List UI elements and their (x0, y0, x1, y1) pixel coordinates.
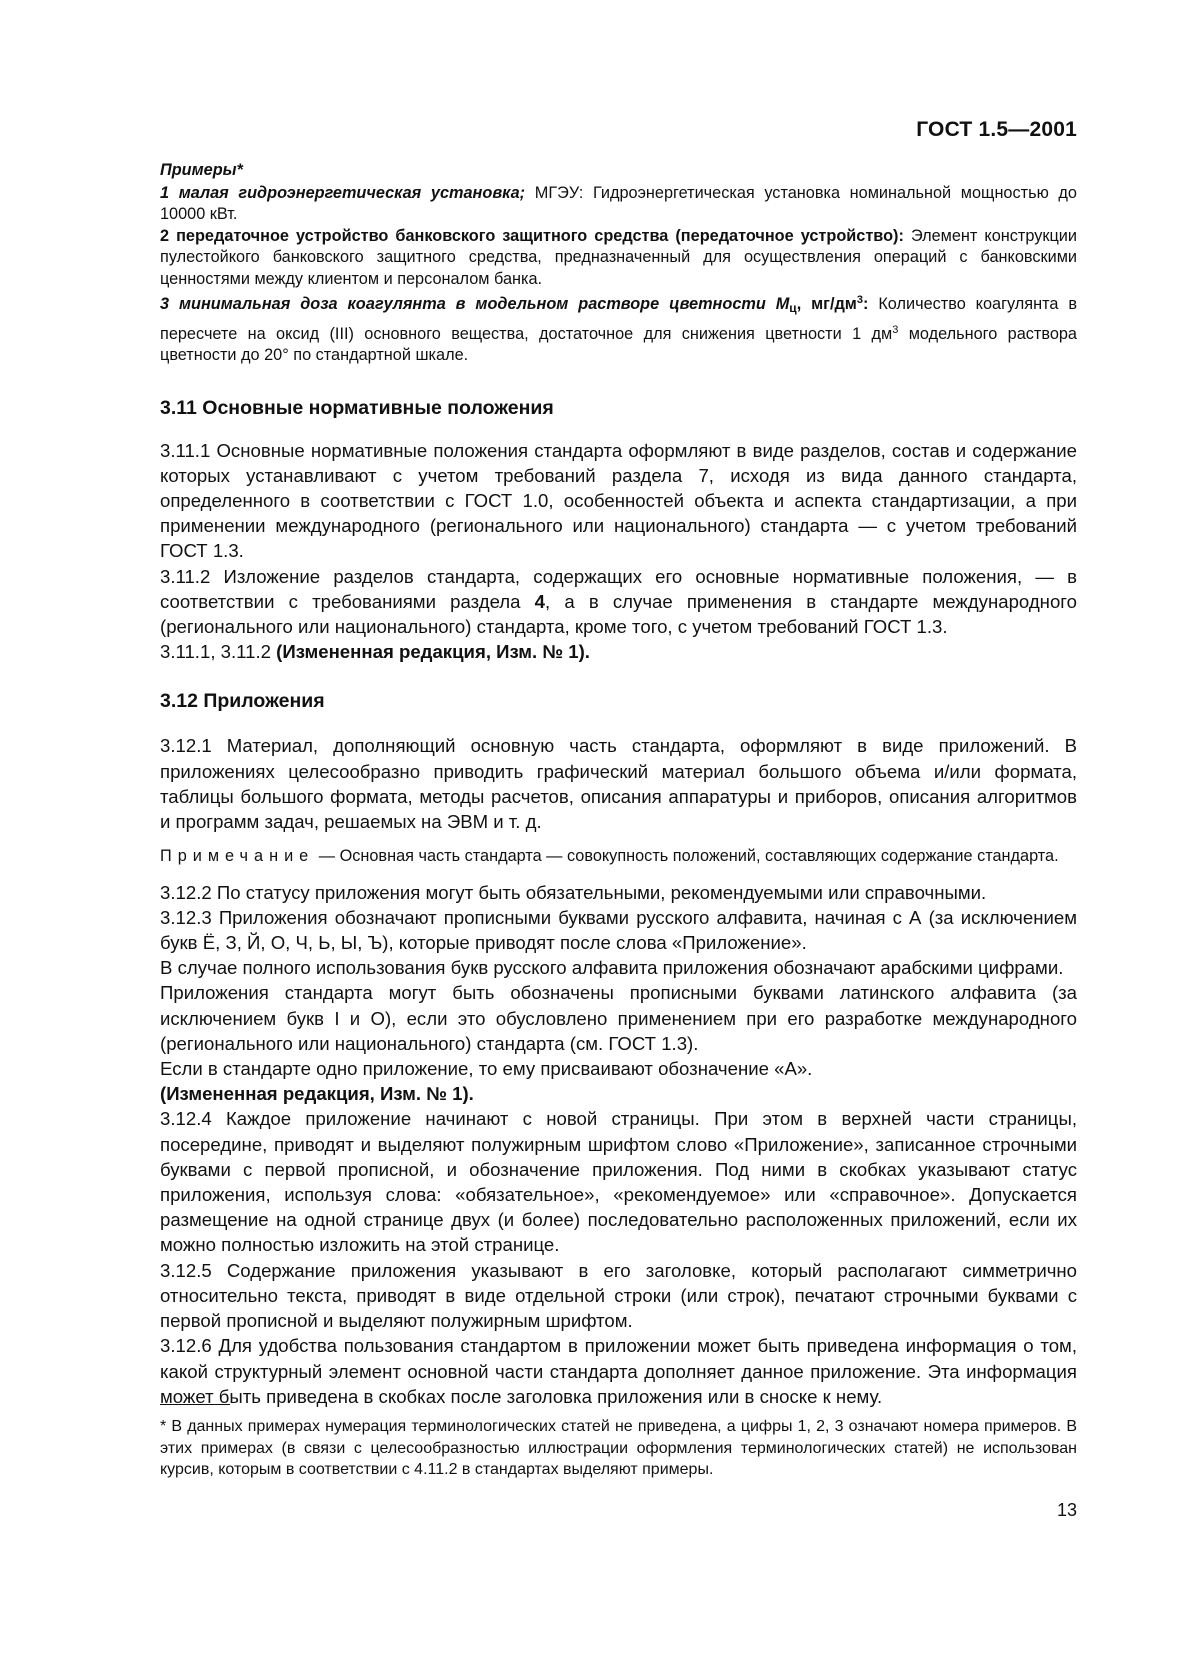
para-3-11-2-a: 3.11.2 Изложение разделов стандарта, содержащих его основные нормативные положения, — в соответствии с требованиями раздела (160, 565, 1077, 612)
document-id-header: ГОСТ 1.5—2001 (916, 118, 1077, 141)
para-3-11-edit-bold: (Измененная редакция, Изм. № 1). (276, 641, 590, 663)
para-3-12-6: 3.12.6 Для удобства пользования стандартом в приложении может быть приведена информация о том, какой структурный элемент основной части стандарта дополняет данное приложение. Эта информация может быть приведена в скобках после заголовка приложения или в сноске к нему. (160, 1335, 1077, 1407)
footnote-text: * В данных примерах нумерация терминологических статей не приведена, а цифры 1, 2, 3 означают номера примеров. В этих примерах (в связи с целесообразностью иллюстрации оформления терминологических статей) не использован курсив, которым в соответствии с 4.11.2 в стандартах выделяют примеры. (160, 1418, 1077, 1478)
section-3-12-body (160, 733, 1077, 1409)
example-1-text: МГЭУ: Гидроэнергетическая установка номинальной мощностью до 10000 кВт. (160, 183, 1077, 223)
note-label: Примечание (160, 847, 315, 866)
examples-block (160, 160, 1077, 367)
example-3-text-sup: 3 (892, 323, 899, 336)
examples-title: Примеры* (160, 161, 243, 179)
example-3 (160, 290, 1077, 367)
example-2 (160, 226, 1077, 291)
para-3-11-edit-a: 3.11.1, 3.11.2 (160, 641, 277, 663)
example-2-term: 2 передаточное устройство банковского защитного средства (передаточное устройство): (160, 226, 904, 245)
note-text: — Основная часть стандарта — совокупность положений, составляющих содержание стандарта. (314, 847, 1059, 866)
example-3-term-b: , мг/дм (796, 295, 857, 313)
page-number: 13 (1056, 1500, 1077, 1520)
para-3-11-2-b: , а в случае применения в стандарте международного (регионального или национального) стандарта, кроме того, с учетом требований ГОСТ 1.3. (160, 590, 1078, 637)
para-3-12-1: 3.12.1 Материал, дополняющий основную часть стандарта, оформляют в виде приложений. В приложениях целесообразно приводить графический материал большого объема и/или формата, таблицы большого формата, методы расчетов, описания аппаратуры и приборов, описания алгоритмов и программ задач, решаемых на ЭВМ и т. д. (160, 735, 1077, 832)
footnote (160, 1416, 1077, 1481)
example-1-term: 1 малая гидроэнергетическая установка; (160, 183, 526, 202)
para-3-12-3-c: Приложения стандарта могут быть обозначены прописными буквами латинского алфавита (за исключением букв I и O), если это обусловлено применением при его разработке международного (регионального или национального) стандарта (см. ГОСТ 1.3). (160, 982, 1077, 1054)
section-3-11-heading: 3.11 Основные нормативные положения (160, 396, 554, 419)
para-3-12-2: 3.12.2 По статусу приложения могут быть обязательными, рекомендуемыми или справочными. (160, 881, 987, 903)
example-3-text-b: модельного раствора цветности до 20° по стандартной шкале. (160, 324, 1077, 364)
section-3-12-heading: 3.12 Приложения (160, 690, 325, 713)
para-3-12-4: 3.12.4 Каждое приложение начинают с новой страницы. При этом в верхней части страницы, посередине, приводят и выделяют полужирным шрифтом слово «Приложение», записанное строчными буквами с первой прописной, и обозначение приложения. Под ними в скобках указывают статус приложения, используя слова: «обязательное», «рекомендуемое» или «справочное». Допускается размещение на одной странице двух (и более) последовательно расположенных приложений, если их можно полностью изложить на этой странице. (160, 1108, 1077, 1256)
para-3-11-edit (160, 639, 1077, 664)
para-3-11-2-bold: 4 (534, 590, 545, 612)
para-3-12-5: 3.12.5 Содержание приложения указывают в его заголовке, который располагают симметрично относительно текста, приводят в виде отдельной строки (или строк), печатают строчными буквами с первой прописной и выделяют полужирным шрифтом. (160, 1259, 1077, 1332)
para-3-12-edit: (Измененная редакция, Изм. № 1). (160, 1083, 474, 1105)
para-3-11-1: 3.11.1 Основные нормативные положения стандарта оформляют в виде разделов, состав и содержание которых устанавливают с учетом требований раздела 7, исходя из вида данного стандарта, определенного в соответствии с ГОСТ 1.0, особенностей объекта и аспекта стандартизации, а при применении международного (регионального или национального) стандарта — с учетом требований ГОСТ 1.3. (160, 439, 1077, 562)
footnote-rule (160, 1404, 230, 1405)
example-3-term-sub: ц (789, 301, 797, 315)
example-3-term-sup: 3 (856, 294, 863, 306)
para-3-12-3: 3.12.3 Приложения обозначают прописными буквами русского алфавита, начиная с А (за исключением букв Ё, З, Й, О, Ч, Ь, Ы, Ъ), которые приводят после слова «Приложение». (160, 906, 1077, 954)
example-2-text: Элемент конструкции пулестойкого банковского защитного средства, предназначенный для осуществления операций с банковскими ценностями между клиентом и персоналом банка. (160, 226, 1078, 288)
para-3-11-2 (160, 564, 1077, 640)
para-3-12-3-b: В случае полного использования букв русского алфавита приложения обозначают арабскими цифрами. (160, 957, 1064, 979)
para-3-12-3-d: Если в стандарте одно приложение, то ему присваивают обозначение «А». (160, 1058, 813, 1080)
main-content (160, 160, 1077, 1409)
note-block (160, 846, 1077, 868)
section-3-11-body (160, 438, 1077, 665)
example-3-term-c: : (862, 295, 869, 313)
example-3-text-a: Количество коагулянта в пересчете на оксид (III) основного вещества, достаточное для снижения цветности 1 дм (160, 295, 1077, 343)
example-1 (160, 183, 1077, 226)
example-3-term-a: 3 минимальная доза коагулянта в модельном растворе цветности М (160, 295, 790, 313)
